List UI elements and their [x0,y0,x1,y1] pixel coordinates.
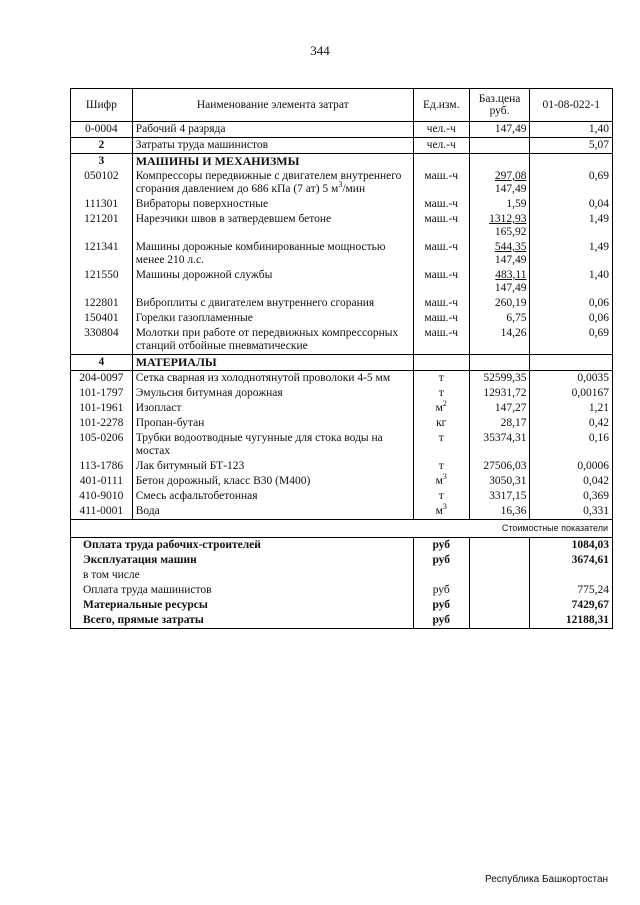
section-title: МАШИНЫ И МЕХАНИЗМЫ [132,154,413,170]
section-code: 4 [71,355,133,371]
row-unit: т [413,489,469,504]
total-unit: руб [413,598,469,613]
row-price [469,138,530,154]
table-header-row [71,89,613,122]
row-name: Горелки газопламенные [132,311,413,326]
row-code: 2 [71,138,133,154]
row-unit: чел.-ч [413,122,469,138]
row-value: 1,49 [530,240,613,268]
header-base-price: Баз.цена руб. [469,89,530,122]
row-price: 16,36 [469,504,530,520]
row-name: Изопласт [132,401,413,416]
row-value: 0,04 [530,197,613,212]
table-row [71,371,613,387]
total-label: Оплата труда рабочих-строителей [71,538,414,554]
row-name: Лак битумный БТ-123 [132,459,413,474]
table-row [71,416,613,431]
table-row [71,197,613,212]
section-header-row [71,154,613,170]
row-code: 150401 [71,311,133,326]
total-unit: руб [413,613,469,629]
row-code: 411-0001 [71,504,133,520]
row-code: 101-1797 [71,386,133,401]
row-code: 204-0097 [71,371,133,387]
row-code: 121550 [71,268,133,296]
row-name: Вода [132,504,413,520]
table-row [71,431,613,459]
row-price: 147,27 [469,401,530,416]
row-code: 111301 [71,197,133,212]
row-value: 0,0035 [530,371,613,387]
total-unit: руб [413,583,469,598]
row-price: 260,19 [469,296,530,311]
row-code: 105-0206 [71,431,133,459]
row-name: Виброплиты с двигателем внутреннего сгорания [132,296,413,311]
row-name: Трубки водоотводные чугунные для стока воды на мостах [132,431,413,459]
row-price: 12931,72 [469,386,530,401]
row-unit: т [413,459,469,474]
row-code: 122801 [71,296,133,311]
row-value: 5,07 [530,138,613,154]
row-unit: т [413,371,469,387]
row-name: Затраты труда машинистов [132,138,413,154]
row-code: 410-9010 [71,489,133,504]
row-value: 0,69 [530,169,613,197]
total-row [71,583,613,598]
row-name: Компрессоры передвижные с двигателем внутреннего сгорания давлением до 686 кПа (7 ат) 5 $м^3$/мин [132,169,413,197]
row-name: Пропан-бутан [132,416,413,431]
section-code: 3 [71,154,133,170]
total-value: 12188,31 [530,613,613,629]
table-row [71,326,613,355]
row-value: 0,16 [530,431,613,459]
row-unit: т [413,386,469,401]
row-code: 121201 [71,212,133,240]
total-row [71,553,613,568]
total-value: 3674,61 [530,553,613,568]
row-code: 101-2278 [71,416,133,431]
section-title: МАТЕРИАЛЫ [132,355,413,371]
total-label: Материальные ресурсы [71,598,414,613]
total-value: 7429,67 [530,598,613,613]
total-value: 775,24 [530,583,613,598]
row-name: Машины дорожные комбинированные мощностью менее 210 л.с. [132,240,413,268]
total-row [71,598,613,613]
row-price: 3317,15 [469,489,530,504]
table-row [71,240,613,268]
table-row [71,401,613,416]
row-price: 483,11 147,49 [469,268,530,296]
row-name: Молотки при работе от передвижных компрессорных станций отбойные пневматические [132,326,413,355]
row-name: Рабочий 4 разряда [132,122,413,138]
row-price: 1,59 [469,197,530,212]
row-unit: кг [413,416,469,431]
row-unit: $м^3$ [413,474,469,489]
cost-section-title-row [71,520,613,538]
row-name: Вибраторы поверхностные [132,197,413,212]
row-unit: $м^3$ [413,504,469,520]
table-row [71,268,613,296]
row-code: 401-0111 [71,474,133,489]
row-value: 1,40 [530,268,613,296]
row-code: 113-1786 [71,459,133,474]
row-value: 0,042 [530,474,613,489]
table-row [71,296,613,311]
row-unit: маш.-ч [413,326,469,355]
table-row [71,459,613,474]
row-value: 1,21 [530,401,613,416]
row-unit: маш.-ч [413,311,469,326]
row-price: 3050,31 [469,474,530,489]
row-unit: маш.-ч [413,296,469,311]
row-unit: т [413,431,469,459]
row-value: 0,69 [530,326,613,355]
row-code: 101-1961 [71,401,133,416]
row-price: 28,17 [469,416,530,431]
header-code: Шифр [71,89,133,122]
total-row [71,538,613,554]
row-name: Сетка сварная из холоднотянутой проволоки 4-5 мм [132,371,413,387]
row-unit: маш.-ч [413,240,469,268]
row-price: 52599,35 [469,371,530,387]
table-row [71,169,613,197]
total-unit: руб [413,553,469,568]
row-code: 0-0004 [71,122,133,138]
row-price: 14,26 [469,326,530,355]
row-price: 35374,31 [469,431,530,459]
table-row [71,212,613,240]
total-label: Оплата труда машинистов [71,583,414,598]
table-row [71,386,613,401]
row-value: 1,40 [530,122,613,138]
page-number: 344 [310,43,330,58]
row-unit: чел.-ч [413,138,469,154]
row-value: 0,42 [530,416,613,431]
row-price: 1312,93 165,92 [469,212,530,240]
row-value: 0,00167 [530,386,613,401]
cost-section-title: Стоимостные показатели [71,520,613,538]
total-row [71,568,613,583]
row-value: 0,369 [530,489,613,504]
row-price: 147,49 [469,122,530,138]
total-label: в том числе [71,568,414,583]
row-code: 121341 [71,240,133,268]
cost-estimate-table [70,88,613,629]
row-price: 297,08 147,49 [469,169,530,197]
table-row [71,489,613,504]
total-row [71,613,613,629]
row-code: 330804 [71,326,133,355]
row-price: 27506,03 [469,459,530,474]
header-name: Наименование элемента затрат [132,89,413,122]
total-label: Эксплуатация машин [71,553,414,568]
row-value: 0,06 [530,311,613,326]
row-unit: $м^2$ [413,401,469,416]
row-value: 0,331 [530,504,613,520]
row-name: Эмульсия битумная дорожная [132,386,413,401]
row-code: 050102 [71,169,133,197]
table-row [71,504,613,520]
table-row [71,138,613,154]
row-name: Машины дорожной службы [132,268,413,296]
row-unit: маш.-ч [413,197,469,212]
row-name: Смесь асфальтобетонная [132,489,413,504]
header-norm-code: 01-08-022-1 [530,89,613,122]
header-unit: Ед.изм. [413,89,469,122]
footer-region: Республика Башкортостан [485,874,609,885]
total-label: Всего, прямые затраты [71,613,414,629]
row-price: 6,75 [469,311,530,326]
total-unit: руб [413,538,469,554]
row-price: 544,35 147,49 [469,240,530,268]
section-header-row [71,355,613,371]
row-value: 0,06 [530,296,613,311]
row-unit: маш.-ч [413,268,469,296]
table-row [71,474,613,489]
row-name: Бетон дорожный, класс В30 (М400) [132,474,413,489]
total-value: 1084,03 [530,538,613,554]
row-value: 0,0006 [530,459,613,474]
table-row [71,311,613,326]
row-unit: маш.-ч [413,212,469,240]
table-row [71,122,613,138]
row-name: Нарезчики швов в затвердевшем бетоне [132,212,413,240]
row-value: 1,49 [530,212,613,240]
row-unit: маш.-ч [413,169,469,197]
